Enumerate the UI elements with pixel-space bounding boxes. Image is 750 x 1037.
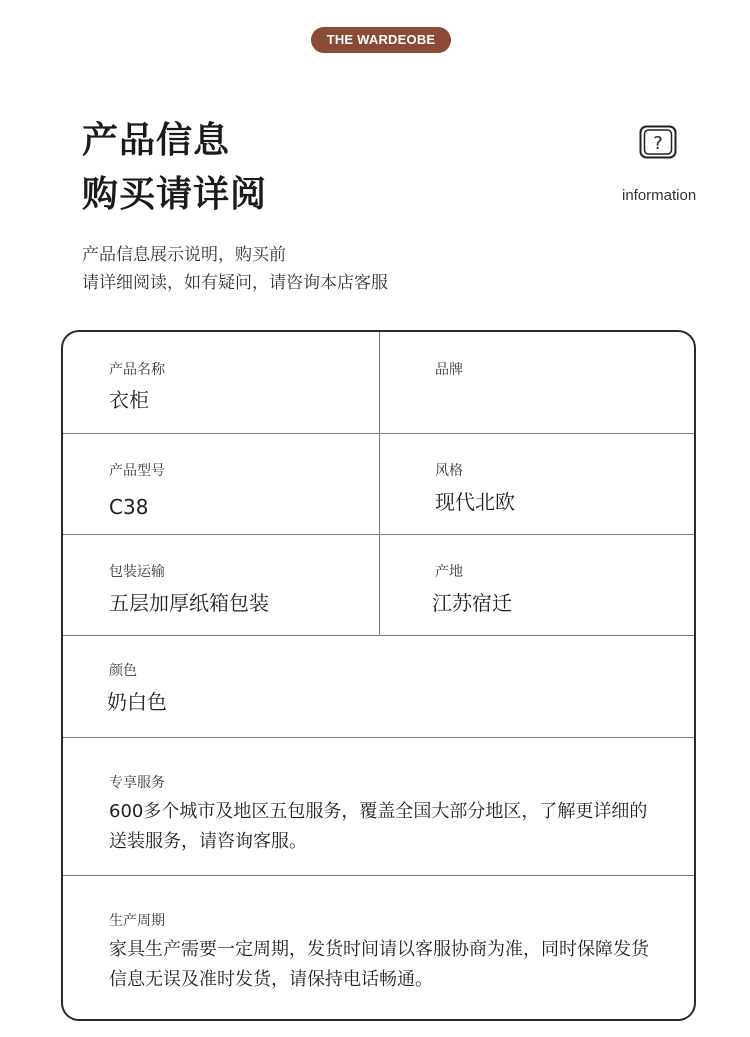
info-caption: information — [622, 187, 697, 204]
brand-label: 品牌 — [435, 362, 463, 378]
color-value: 奶白色 — [107, 690, 167, 714]
row-divider — [63, 635, 694, 636]
origin-label: 产地 — [435, 564, 463, 580]
svg-text:?: ? — [653, 133, 663, 154]
packaging-value: 五层加厚纸箱包装 — [109, 591, 269, 615]
product-name-value: 衣柜 — [109, 388, 149, 412]
product-info-table — [61, 330, 696, 1021]
model-value: C38 — [109, 495, 149, 519]
page-title-line1: 产品信息 — [82, 120, 231, 161]
packaging-label: 包装运输 — [109, 564, 165, 580]
page-title-line2: 购买请详阅 — [82, 174, 268, 215]
row-divider — [63, 433, 694, 434]
row-divider — [63, 737, 694, 738]
row-divider — [63, 534, 694, 535]
question-box-icon — [639, 125, 677, 159]
cycle-label: 生产周期 — [109, 913, 165, 929]
color-label: 颜色 — [109, 663, 137, 679]
service-label: 专享服务 — [109, 775, 165, 791]
column-divider — [379, 332, 380, 635]
brand-badge: THE WARDEOBE — [311, 27, 451, 53]
origin-value: 江苏宿迁 — [432, 591, 512, 615]
model-label: 产品型号 — [109, 463, 165, 479]
intro-line2: 请详细阅读，如有疑问，请咨询本店客服 — [82, 273, 388, 293]
style-value: 现代北欧 — [435, 490, 515, 514]
intro-line1: 产品信息展示说明，购买前 — [82, 245, 286, 265]
product-name-label: 产品名称 — [109, 362, 165, 378]
style-label: 风格 — [435, 463, 463, 479]
service-text-line1: 600多个城市及地区五包服务，覆盖全国大部分地区，了解更详细的 — [109, 801, 648, 822]
row-divider — [63, 875, 694, 876]
service-text-line2: 送装服务，请咨询客服。 — [109, 831, 307, 852]
cycle-text-line2: 信息无误及准时发货，请保持电话畅通。 — [109, 969, 433, 990]
cycle-text-line1: 家具生产需要一定周期，发货时间请以客服协商为准，同时保障发货 — [109, 939, 649, 960]
